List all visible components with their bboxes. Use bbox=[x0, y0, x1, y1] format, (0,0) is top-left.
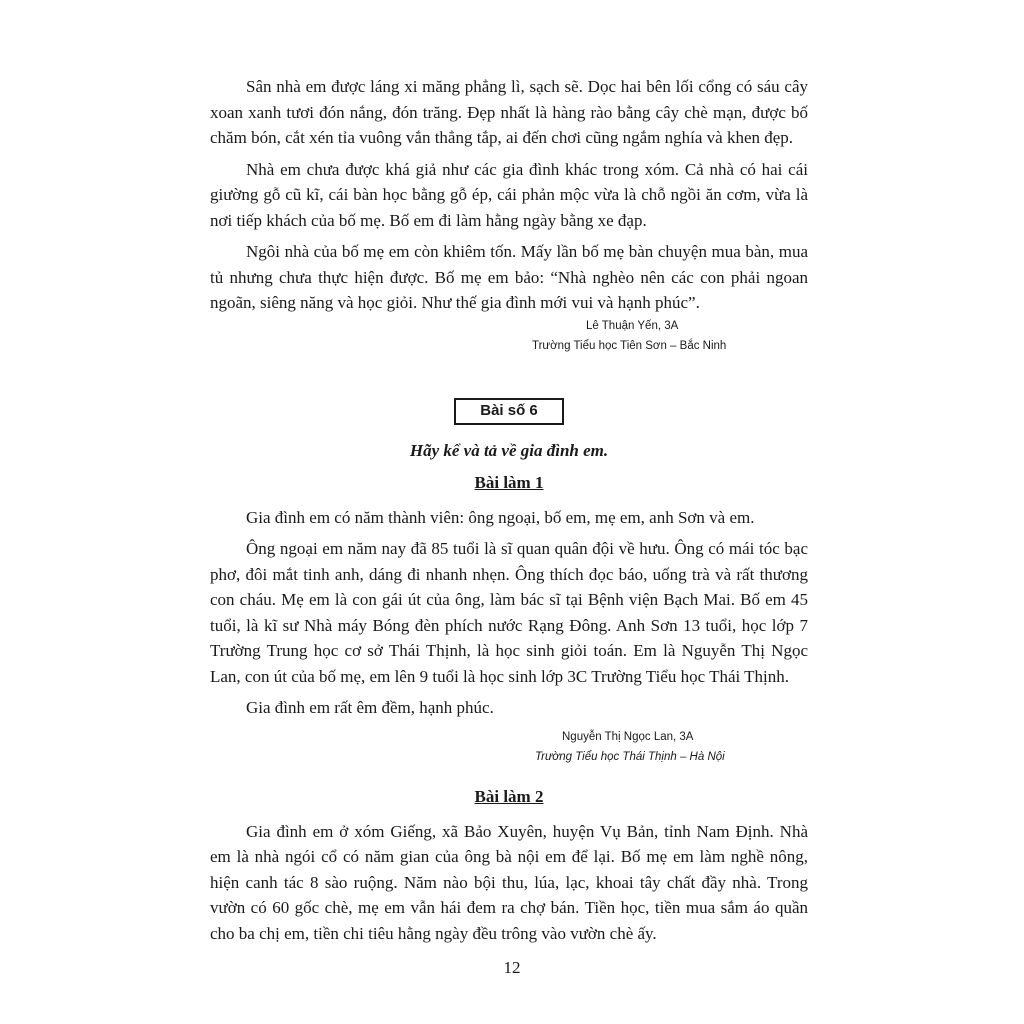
intro-section bbox=[210, 74, 808, 316]
intro-school: Trường Tiểu học Tiên Sơn – Bắc Ninh bbox=[532, 339, 727, 352]
intro-author: Lê Thuận Yến, 3A bbox=[586, 319, 679, 332]
essay-2-title: Bài làm 2 bbox=[474, 786, 544, 806]
essay-1-school: Trường Tiểu học Thái Thịnh – Hà Nội bbox=[535, 750, 725, 763]
essay-1-title: Bài làm 1 bbox=[474, 472, 544, 492]
essay-1-author: Nguyễn Thị Ngọc Lan, 3A bbox=[562, 730, 694, 743]
section-label-box: Bài số 6 bbox=[454, 398, 564, 425]
page-content bbox=[210, 74, 808, 952]
essay-prompt: Hãy kể và tả về gia đình em. bbox=[409, 440, 609, 460]
essay-1-paragraph-1: Gia đình em có năm thành viên: ông ngoại, bố em, mẹ em, anh Sơn và em. bbox=[246, 507, 755, 527]
essay-1-paragraph-3: Gia đình em rất êm đềm, hạnh phúc. bbox=[246, 698, 494, 717]
section-header bbox=[210, 398, 808, 425]
essay-1-body bbox=[210, 505, 808, 721]
intro-paragraph-2: Nhà em chưa được khá giả như các gia đình khác trong xóm. Cả nhà có hai cái giường gỗ cũ kĩ, cái bàn học bằng gỗ ép, cái phản mộc vừa là chỗ ngồi ăn cơm, vừa là nơi tiếp khách của bố mẹ. Bố em đi làm hằng ngày bằng xe đạp. bbox=[210, 159, 808, 230]
page-number: 12 bbox=[503, 958, 521, 977]
intro-paragraph-1: Sân nhà em được láng xi măng phẳng lì, sạch sẽ. Dọc hai bên lối cổng có sáu cây xoan xanh tươi đón nắng, đón trăng. Đẹp nhất là hàng rào bằng cây chè mạn, được bố chăm bón, cắt xén tỉa vuông vắn thẳng tắp, ai đến chơi cũng ngắm nghía và khen đẹp. bbox=[210, 77, 808, 147]
essay-2-body bbox=[210, 819, 808, 947]
essay-2-paragraph-1: Gia đình em ở xóm Giếng, xã Bảo Xuyên, huyện Vụ Bản, tỉnh Nam Định. Nhà em là nhà ngói cổ có năm gian của ông bà nội em để lại. Bố mẹ em làm nghề nông, hiện canh tác 8 sào ruộng. Năm nào bội thu, lúa, lạc, khoai tây chất đầy nhà. Trong vườn có 60 gốc chè, mẹ em vẫn hái đem ra chợ bán. Tiền học, tiền mua sắm áo quần cho ba chị em, tiền chi tiêu hằng ngày đều trông vào vườn chè ấy. bbox=[210, 821, 808, 943]
intro-paragraph-3: Ngôi nhà của bố mẹ em còn khiêm tốn. Mấy lần bố mẹ bàn chuyện mua bàn, mua tủ nhưng chưa thực hiện được. Bố mẹ em bảo: “Nhà nghèo nên các con phải ngoan ngoãn, siêng năng và học giỏi. Như thế gia đình mới vui và hạnh phúc”. bbox=[210, 242, 808, 312]
essay-1-paragraph-2: Ông ngoại em năm nay đã 85 tuổi là sĩ quan quân đội về hưu. Ông có mái tóc bạc phơ, đôi mắt tinh anh, dáng đi nhanh nhẹn. Ông thích đọc báo, uống trà và rất thương con cháu. Mẹ em là con gái út của ông, làm bác sĩ tại Bệnh viện Bạch Mai. Bố em 45 tuổi, là kĩ sư Nhà máy Bóng đèn phích nước Rạng Đông. Anh Sơn 13 tuổi, học lớp 7 Trường Trung học cơ sở Thái Thịnh, là học sinh giỏi toán. Em là Nguyễn Thị Ngọc Lan, con út của bố mẹ, em lên 9 tuổi là học sinh lớp 3C Trường Tiểu học Thái Thịnh. bbox=[210, 539, 808, 686]
